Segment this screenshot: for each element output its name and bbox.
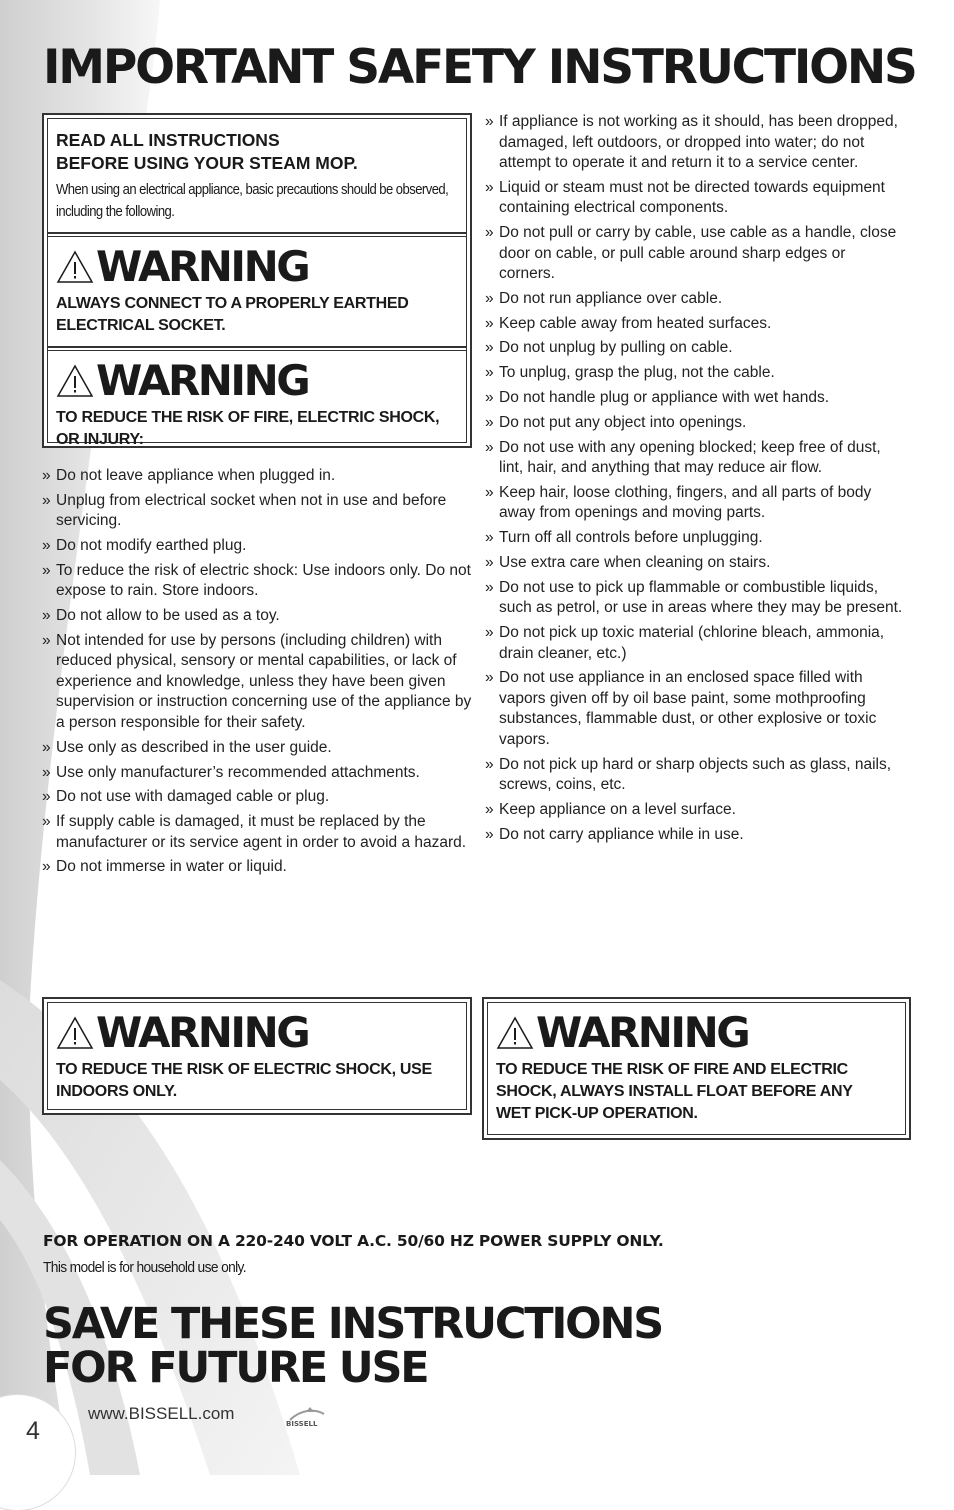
list-item: » Do not allow to be used as a toy. (42, 606, 472, 627)
list-item: » Do not pick up hard or sharp objects such as glass, nails, screws, coins, etc. (485, 755, 905, 796)
bissell-logo (284, 1404, 332, 1428)
warning-label: WARNING (536, 1008, 749, 1057)
household-use-note: This model is for household use only. (43, 1259, 246, 1276)
warning-triangle-icon (56, 363, 94, 399)
warning-triangle-icon (56, 1015, 94, 1051)
warning-header (56, 355, 458, 407)
list-item: » Do not carry appliance while in use. (485, 825, 905, 846)
read-instructions-heading: READ ALL INSTRUCTIONS BEFORE USING YOUR STEAM MOP. (56, 130, 358, 173)
list-item: » Do not run appliance over cable. (485, 289, 905, 310)
warning-text-earthed: ALWAYS CONNECT TO A PROPERLY EARTHED ELECTRICAL SOCKET. (56, 295, 409, 334)
warning-header (56, 1007, 458, 1059)
warning-label: WARNING (96, 356, 309, 405)
divider (48, 232, 466, 237)
warning-label: WARNING (96, 1008, 309, 1057)
warning-header (496, 1007, 897, 1059)
power-supply-note: FOR OPERATION ON A 220-240 VOLT A.C. 50/60 HZ POWER SUPPLY ONLY. (43, 1232, 664, 1250)
list-item: » Do not immerse in water or liquid. (42, 857, 472, 878)
brand-name: BISSELL (286, 1420, 318, 1428)
float-warning-box (482, 997, 911, 1140)
list-item: » Do not use with damaged cable or plug. (42, 787, 472, 808)
list-item: » Use extra care when cleaning on stairs. (485, 553, 905, 574)
list-item: » Turn off all controls before unplugging. (485, 528, 905, 549)
warning-header (56, 241, 458, 293)
list-item: » Do not use to pick up flammable or combustible liquids, such as petrol, or use in areas where they may be present. (485, 578, 905, 619)
list-item: » If supply cable is damaged, it must be replaced by the manufacturer or its service agent in order to avoid a hazard. (42, 812, 472, 853)
list-item: » Liquid or steam must not be directed towards equipment containing electrical components. (485, 178, 905, 219)
list-item: » Use only as described in the user guide. (42, 738, 472, 759)
list-item: » Do not use with any opening blocked; keep free of dust, lint, hair, and anything that may reduce air flow. (485, 438, 905, 479)
warning-text-fire-shock: TO REDUCE THE RISK OF FIRE, ELECTRIC SHOCK, OR INJURY: (56, 409, 440, 448)
save-instructions-title (43, 1299, 663, 1393)
list-item: » Use only manufacturer’s recommended attachments. (42, 763, 472, 784)
list-item: » Do not modify earthed plug. (42, 536, 472, 557)
right-safety-list (485, 112, 905, 850)
warning-triangle-icon (496, 1015, 534, 1051)
intro-warning-box (42, 113, 472, 448)
save-title-line: SAVE THESE INSTRUCTIONS (43, 1299, 663, 1349)
list-item: » Do not pull or carry by cable, use cable as a handle, close door on cable, or pull cable around sharp edges or corners. (485, 223, 905, 285)
list-item: » Not intended for use by persons (including children) with reduced physical, sensory or mental capabilities, or lack of experience and knowledge, unless they have been given supervision or instruction concerning use of the appliance by a person responsible for their safety. (42, 631, 472, 734)
warning-text-indoors: TO REDUCE THE RISK OF ELECTRIC SHOCK, USE INDOORS ONLY. (56, 1061, 432, 1100)
warning-label: WARNING (96, 242, 309, 291)
list-item: » If appliance is not working as it should, has been dropped, damaged, left outdoors, or dropped into water; do not attempt to operate it and return it to a service center. (485, 112, 905, 174)
read-instructions-body: When using an electrical appliance, basic precautions should be observed, including the following. (56, 182, 449, 220)
divider (48, 346, 466, 351)
list-item: » Do not unplug by pulling on cable. (485, 338, 905, 359)
warning-text-float: TO REDUCE THE RISK OF FIRE AND ELECTRIC SHOCK, ALWAYS INSTALL FLOAT BEFORE ANY WET PICK-UP OPERATION. (496, 1061, 853, 1122)
list-item: » Do not pick up toxic material (chlorine bleach, ammonia, drain cleaner, etc.) (485, 623, 905, 664)
list-item: » Keep cable away from heated surfaces. (485, 314, 905, 335)
list-item: » Unplug from electrical socket when not in use and before servicing. (42, 491, 472, 532)
list-item: » To reduce the risk of electric shock: Use indoors only. Do not expose to rain. Store indoors. (42, 561, 472, 602)
website-link[interactable]: www.BISSELL.com (88, 1404, 235, 1423)
page-title: IMPORTANT SAFETY INSTRUCTIONS (43, 40, 916, 95)
indoor-warning-box (42, 997, 472, 1115)
warning-triangle-icon (56, 249, 94, 285)
left-safety-list (42, 466, 472, 882)
save-title-line: FOR FUTURE USE (43, 1343, 428, 1393)
list-item: » Do not put any object into openings. (485, 413, 905, 434)
page-number: 4 (26, 1417, 40, 1445)
list-item: » Do not leave appliance when plugged in. (42, 466, 472, 487)
list-item: » Do not use appliance in an enclosed space filled with vapors given off by oil base paint, some mothproofing substances, flammable dust, or other explosive or toxic vapors. (485, 668, 905, 750)
list-item: » Keep hair, loose clothing, fingers, and all parts of body away from openings and moving parts. (485, 483, 905, 524)
list-item: » Keep appliance on a level surface. (485, 800, 905, 821)
list-item: » Do not handle plug or appliance with wet hands. (485, 388, 905, 409)
list-item: » To unplug, grasp the plug, not the cable. (485, 363, 905, 384)
